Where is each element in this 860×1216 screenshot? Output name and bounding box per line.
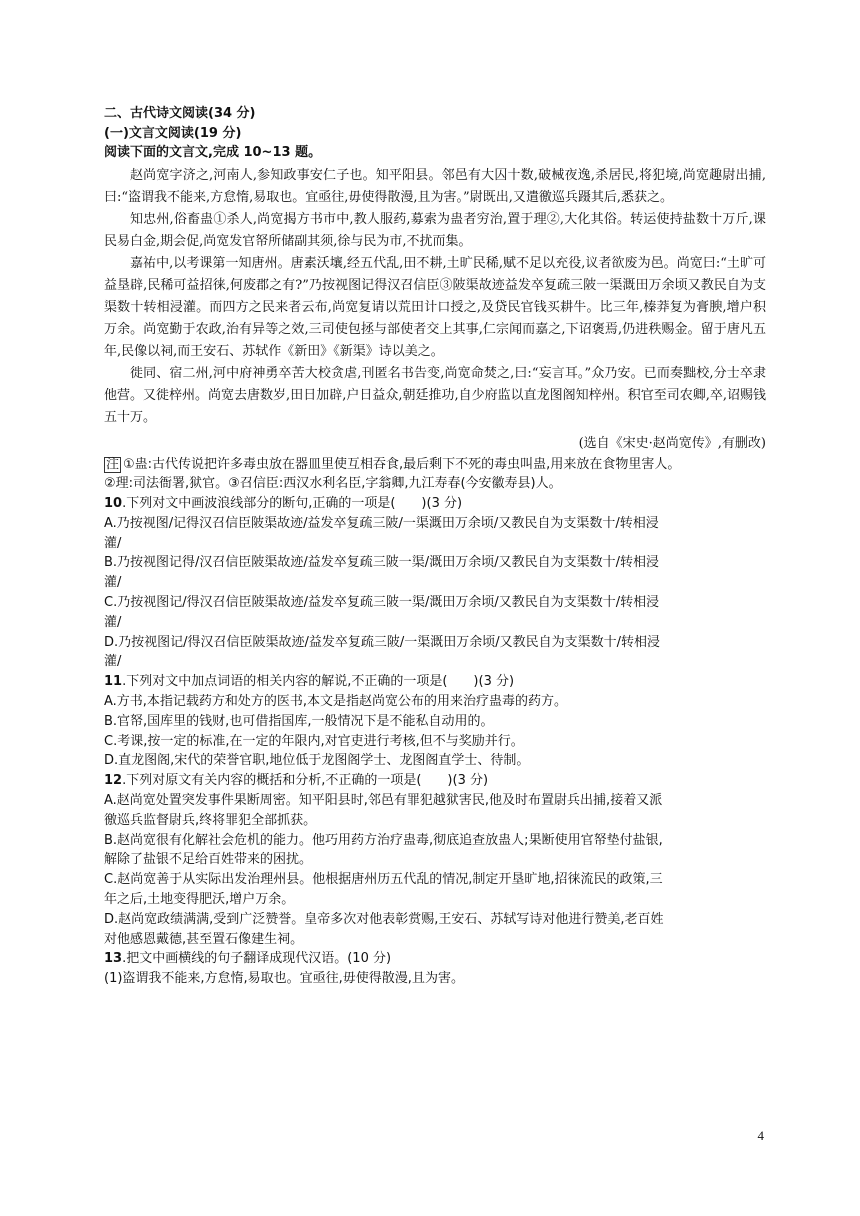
option-b: B.官帑,国库里的钱财,也可借指国库,一般情况下是不能私自动用的。 [104, 713, 494, 729]
document-page [104, 104, 766, 989]
notes-tag: 注 [106, 456, 120, 472]
subsection-title: (一)文言文阅读(19 分) [104, 125, 242, 141]
note-line-2: ②理:司法衙署,狱官。③召信臣:西汉水利名臣,字翁卿,九江寿春(今安徽寿县)人。 [104, 476, 562, 492]
question-13 [104, 949, 766, 989]
option-a: A.赵尚宽处置突发事件果断周密。知平阳县时,邻邑有罪犯越狱害民,他及时布置尉兵出捕,接着又派 徼巡兵监督尉兵,终将罪犯全部抓获。 [104, 793, 663, 828]
note-line-1: ①蛊:古代传说把许多毒虫放在器皿里使互相吞食,最后剩下不死的毒虫叫蛊,用来放在食物里害人。 [123, 456, 681, 472]
option-d: D.直龙图阁,宋代的荣誉官职,地位低于龙图阁学士、龙图阁直学士、待制。 [104, 753, 530, 769]
option-b: B.乃按视图记得/汉召信臣陂渠故迹/益发卒复疏三陂一渠/溉田万余顷/又教民自为支渠数十/转相浸 灌/ [104, 555, 659, 591]
question-number: 12 [104, 773, 123, 789]
passage-source: (选自《宋史·赵尚宽传》,有删改) [578, 435, 766, 451]
passage-paragraph-2: 知忠州,俗畜蛊①杀人,尚宽揭方书市中,教人服药,募索为蛊者穷治,置于理②,大化其俗。转运使持盐数十万斤,课民易白金,期会促,尚宽发官帑所储副其须,徐与民为市,不扰而集。 [104, 211, 766, 249]
option-d: D.赵尚宽政绩满满,受到广泛赞誉。皇帝多次对他表彰赏赐,王安石、苏轼写诗对他进行赞美,老百姓 对他感恩戴德,甚至置石像建生祠。 [104, 911, 664, 947]
option-d: D.乃按视图记/得汉召信臣陂渠故迹/益发卒复疏三陂/一渠溉田万余顷/又教民自为支渠数十/转相浸 灌/ [104, 634, 661, 670]
classical-passage [104, 165, 766, 429]
option-a: A.乃按视图/记得汉召信臣陂渠故迹/益发卒复疏三陂/一渠溉田万余顷/又教民自为支渠数十/转相浸 灌/ [104, 515, 659, 551]
page-number: 4 [757, 1128, 764, 1143]
question-stem: .下列对文中加点词语的相关内容的解说,不正确的一项是( )(3 分) [122, 674, 515, 690]
question-12 [104, 771, 766, 949]
option-c: C.考课,按一定的标准,在一定的年限内,对官吏进行考核,但不与奖励并行。 [104, 733, 524, 749]
notes [104, 455, 766, 495]
question-10 [104, 494, 766, 672]
passage-paragraph-1: 赵尚宽字济之,河南人,参知政事安仁子也。知平阳县。邻邑有大囚十数,破械夜逸,杀居民,将犯境,尚宽趣尉出捕,曰:“盗谓我不能来,方怠惰,易取也。宜亟往,毋使得散漫,且为害。”尉既出,又遣徼巡兵蹑其后,悉获之。 [104, 167, 766, 205]
question-number: 10 [104, 496, 123, 512]
option-c: C.赵尚宽善于从实际出发治理州县。他根据唐州历五代乱的情况,制定开垦旷地,招徕流民的政策,三 年之后,土地变得肥沃,增户万余。 [104, 872, 663, 908]
question-stem: .下列对文中画波浪线部分的断句,正确的一项是( )(3 分) [122, 496, 463, 512]
passage-paragraph-4: 徙同、宿二州,河中府神勇卒苦大校贪虐,刊匿名书告变,尚宽命焚之,曰:“妄言耳。”众乃安。已而奏黜校,分士卒隶他营。又徙梓州。尚宽去唐数岁,田日加辟,户日益众,朝廷推功,自少府监以直龙图阁知梓州。积官至司农卿,卒,诏赐钱五十万。 [104, 365, 766, 425]
question-stem: .下列对原文有关内容的概括和分析,不正确的一项是( )(3 分) [122, 773, 489, 789]
question-stem: .把文中画横线的句子翻译成现代汉语。(10 分) [122, 951, 392, 967]
option-c: C.乃按视图记/得汉召信臣陂渠故迹/益发卒复疏三陂一渠/溉田万余顷/又教民自为支渠数十/转相浸 灌/ [104, 595, 660, 630]
section-title: 二、古代诗文阅读(34 分) [104, 106, 256, 121]
sub-question-1: (1)盗谓我不能来,方怠惰,易取也。宜亟往,毋使得散漫,且为害。 [104, 971, 464, 987]
option-a: A.方书,本指记载药方和处方的医书,本文是指赵尚宽公布的用来治疗蛊毒的药方。 [104, 694, 568, 710]
instruction: 阅读下面的文言文,完成 10~13 题。 [104, 145, 322, 160]
passage-paragraph-3: 嘉祐中,以考课第一知唐州。唐素沃壤,经五代乱,田不耕,土旷民稀,赋不足以充役,议者欲废为邑。尚宽曰:“土旷可益垦辟,民稀可益招徕,何废郡之有?”乃按视图记得汉召信臣③陂渠故迹益发卒复疏三陂一渠溉田万余顷又教民自为支渠数十转相浸灌。而四方之民来者云布,尚宽复请以荒田计口授之,及贷民官钱买耕牛。比三年,榛莽复为膏腴,增户积万余。尚宽勤于农政,治有异等之效,三司使包拯与部使者交上其事,仁宗闻而嘉之,下诏褒焉,仍进秩赐金。留于唐凡五年,民像以祠,而王安石、苏轼作《新田》《新渠》诗以美之。 [104, 255, 766, 359]
question-11 [104, 672, 766, 771]
question-number: 13 [104, 951, 123, 967]
option-b: B.赵尚宽很有化解社会危机的能力。他巧用药方治疗蛊毒,彻底追查放蛊人;果断使用官帑垫付盐银, 解除了盐银不足给百姓带来的困扰。 [104, 832, 663, 868]
question-number: 11 [104, 674, 123, 690]
